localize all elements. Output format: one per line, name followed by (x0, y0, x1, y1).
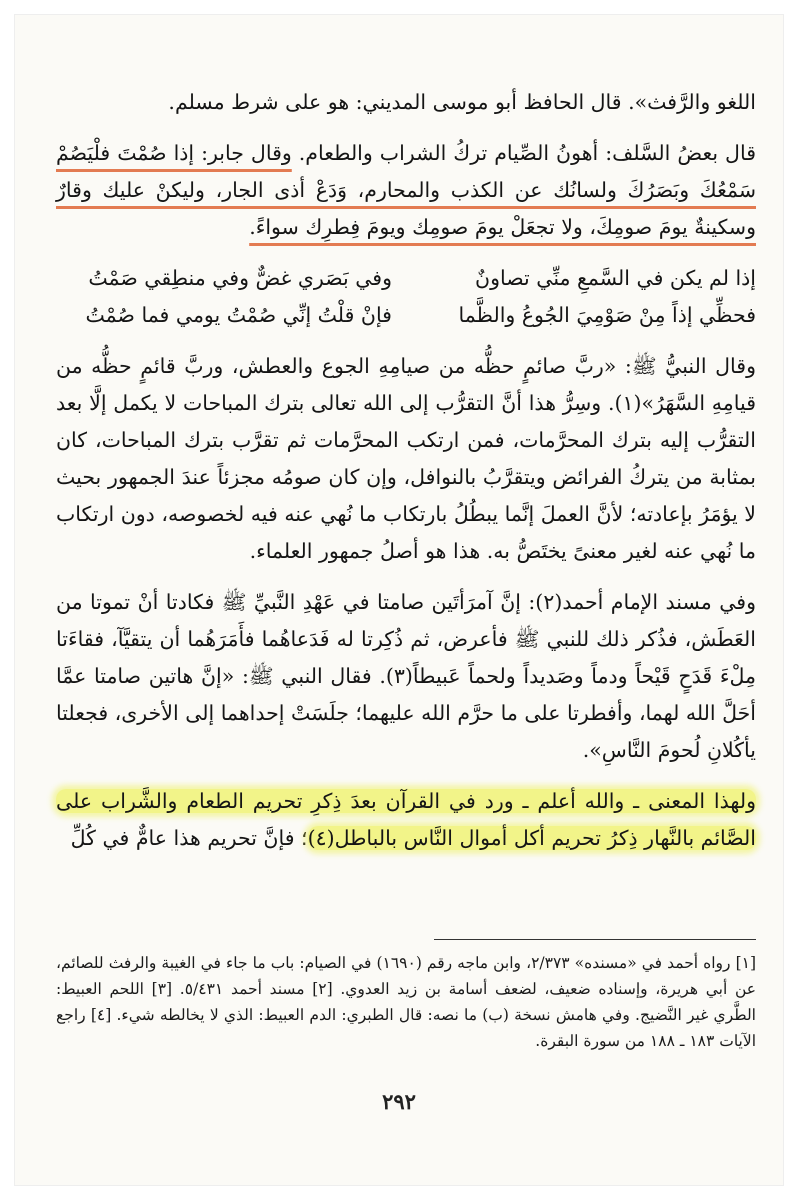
poem-line-2-right: فحظِّي إذاً مِنْ صَوْمِيَ الجُوعُ والظَّما (458, 303, 756, 327)
paragraph-4: وفي مسند الإمام أحمد(٢): إنَّ آمرَأتَين صامتا في عَهْدِ النَّبيِّ ﷺ فكادتا أنْ تموتا من العَطَش، فذُكر ذلك للنبي ﷺ فأعرض، ثم ذُكِرتا له فَدَعاهُما فأَمَرَهُما أن يتقيَّآ، فقاءَتا مِلْءَ قَدَحٍ قَيْحاً ودماً وصَديداً ولحماً عَبيطاً(٣). فقال النبي ﷺ: «إنَّ هاتين صامتا عمَّا أحَلَّ الله لهما، وأفطرتا على ما حرَّم الله عليهما؛ جلَسَتْ إحداهما إلى الأخرى، فجعلتا يأكُلانِ لُحومَ النَّاسِ». (55, 590, 756, 762)
paragraph-2 (56, 135, 756, 246)
poem (56, 260, 756, 334)
main-text (56, 84, 756, 857)
paragraph-1: اللغو والرَّفث». قال الحافظ أبو موسى المديني: هو على شرط مسلم. (168, 90, 756, 114)
page-number: ٢٩٢ (382, 1089, 416, 1114)
paragraph-5 (56, 783, 756, 857)
footnotes: [١] رواه أحمد في «مسنده» ٢/٣٧٣، وابن ماجه رقم (١٦٩٠) في الصيام: باب ما جاء في الغيبة والرفث للصائم، عن أبي هريرة، وإسناده ضعيف، لضعف أسامة بن زيد العدوي. [٢] مسند أحمد ٥/٤٣١. [٣] اللحم العبيط: الطَّري غير النَّضيج. وفي هامش نسخة (ب) ما نصه: قال الطبري: الدم العبيط: الذي لا يخالطه شيء. [٤] راجع الآيات ١٨٣ ـ ١٨٨ من سورة البقرة. (56, 954, 757, 1050)
highlighted-text: ولهذا المعنى ـ والله أعلم ـ ورد في القرآن بعدَ ذِكرِ تحريم الطعام والشَّراب على الصَّائم بالنَّهار ذِكرُ تحريم أكل أموال النَّاس بالباطل(٤) (56, 789, 756, 850)
book-page (14, 14, 784, 1186)
poem-line-2-left: فإنْ قلْتُ إنِّي صُمْتُ يومي فما صُمْتُ (85, 303, 392, 327)
poem-line-1-left: وفي بَصَري غضٌّ وفي منطِقي صَمْتُ (88, 266, 392, 290)
paragraph-2-text: قال بعضُ السَّلف: أهونُ الصِّيام تركُ الشراب والطعام. (291, 141, 756, 165)
underlined-quote: وقال جابر: إذا صُمْتَ فلْيَصُمْ سَمْعُكَ وبَصَرُكَ ولسانُك عن الكذب والمحارم، وَدَعْ أذى الجار، وليكنْ عليك وقارٌ وسكينةٌ يومَ صومِكَ، ولا تجعَلْ يومَ صومِك ويومَ فِطرِك سواءً. (56, 141, 756, 239)
poem-line-1-right: إذا لم يكن في السَّمعِ منِّي تصاونٌ (475, 266, 756, 290)
paragraph-3: وقال النبيُّ ﷺ: «ربَّ صائمٍ حظُّه من صيامِهِ الجوع والعطش، وربَّ قائمٍ حظُّه من قيامِهِ السَّهَرُ»(١). وسِرُّ هذا أنَّ التقرُّب إلى الله تعالى بترك المباحات لا يكمل إلَّا بعد التقرُّب إليه بترك المحرَّمات، فمن ارتكب المحرَّمات ثم تقرَّب بترك المباحات، كان بمثابة من يتركُ الفرائض ويتقرَّبُ بالنوافل، وإن كان صومُه مجزئاً عندَ الجمهور بحيث لا يؤمَرُ بإعادته؛ لأنَّ العملَ إنَّما يبطُلُ بارتكاب ما نُهي عنه فيه لخصوصه، دون ارتكاب ما نُهي عنه لغير معنىً يختَصُّ به. هذا هو أصلُ جمهور العلماء. (56, 354, 756, 563)
paragraph-5-rest: ؛ فإنَّ تحريم هذا عامٌّ في كُلِّ (70, 826, 308, 850)
footnote-divider (434, 939, 756, 940)
